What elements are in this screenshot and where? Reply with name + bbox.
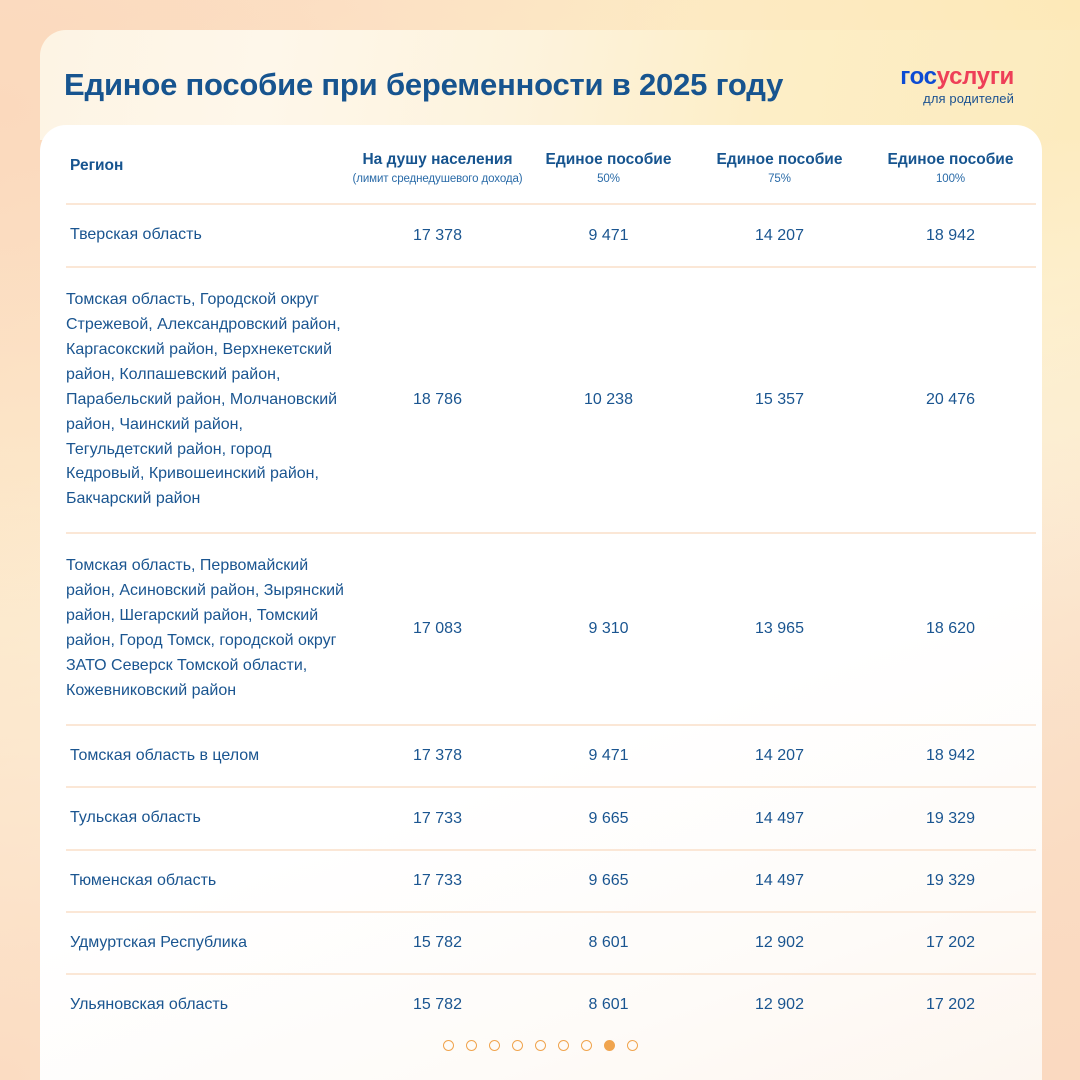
cell-region: Томская область в целом	[66, 725, 352, 787]
cell-benefit-75: 13 965	[694, 533, 865, 725]
cell-per-capita: 17 733	[352, 787, 523, 849]
pagination-dot[interactable]	[443, 1040, 454, 1051]
table-row	[66, 912, 1036, 974]
col-header-region-label: Регион	[70, 157, 124, 175]
cell-benefit-100: 17 202	[865, 974, 1036, 1035]
cell-per-capita: 18 786	[352, 267, 523, 534]
col-header-per-capita-sublabel: (лимит среднедушевого дохода)	[352, 173, 523, 186]
cell-benefit-100: 17 202	[865, 912, 1036, 974]
page-title: Единое пособие при беременности в 2025 году	[64, 67, 784, 102]
cell-region: Тверская область	[66, 204, 352, 266]
table-row	[66, 850, 1036, 912]
pagination-dot[interactable]	[466, 1040, 477, 1051]
cell-benefit-50: 9 310	[523, 533, 694, 725]
table-card	[40, 125, 1042, 1080]
cell-benefit-75: 14 497	[694, 850, 865, 912]
table-row	[66, 725, 1036, 787]
col-header-benefit-75-label: Единое пособие	[716, 151, 843, 168]
cell-benefit-75: 12 902	[694, 974, 865, 1035]
table-row	[66, 974, 1036, 1035]
cell-per-capita: 17 378	[352, 725, 523, 787]
cell-benefit-50: 9 665	[523, 850, 694, 912]
cell-region: Тюменская область	[66, 850, 352, 912]
cell-benefit-50: 8 601	[523, 974, 694, 1035]
table-row	[66, 787, 1036, 849]
cell-region: Тульская область	[66, 787, 352, 849]
pagination-dot[interactable]	[627, 1040, 638, 1051]
col-header-benefit-50-sublabel: 50%	[597, 173, 620, 186]
col-header-benefit-50	[523, 125, 694, 204]
col-header-region	[66, 125, 352, 204]
logo-subtitle: для родителей	[923, 90, 1014, 106]
cell-benefit-75: 14 207	[694, 725, 865, 787]
cell-benefit-50: 9 471	[523, 725, 694, 787]
col-header-per-capita	[352, 125, 523, 204]
header	[40, 30, 1040, 140]
logo-wordmark	[900, 62, 1014, 90]
col-header-per-capita-label: На душу населения	[362, 151, 513, 168]
cell-region: Томская область, Первомайский район, Асиновский район, Зырянский район, Шегарский район, Томский район, Город Томск, городской округ ЗАТО Северск Томской области, Кожевниковский район	[66, 533, 352, 725]
benefits-table	[66, 125, 1036, 1036]
cell-benefit-75: 12 902	[694, 912, 865, 974]
table-header	[66, 125, 1036, 204]
cell-benefit-100: 19 329	[865, 787, 1036, 849]
cell-region: Ульяновская область	[66, 974, 352, 1035]
pagination-dot[interactable]	[535, 1040, 546, 1051]
col-header-benefit-100	[865, 125, 1036, 204]
cell-benefit-50: 8 601	[523, 912, 694, 974]
cell-region: Удмуртская Республика	[66, 912, 352, 974]
pagination-dot[interactable]	[489, 1040, 500, 1051]
pagination-dot[interactable]	[581, 1040, 592, 1051]
pagination-dot[interactable]	[558, 1040, 569, 1051]
cell-benefit-50: 9 471	[523, 204, 694, 266]
logo-word-uslugi: услуги	[936, 62, 1014, 90]
cell-benefit-100: 19 329	[865, 850, 1036, 912]
pagination-dot-active[interactable]	[604, 1040, 615, 1051]
col-header-benefit-100-label: Единое пособие	[887, 151, 1014, 168]
logo-word-gos: гос	[900, 62, 937, 90]
cell-per-capita: 15 782	[352, 974, 523, 1035]
table-row	[66, 533, 1036, 725]
carousel-pagination[interactable]	[0, 1040, 1080, 1051]
table-header-row	[66, 125, 1036, 204]
cell-benefit-100: 18 620	[865, 533, 1036, 725]
cell-per-capita: 17 733	[352, 850, 523, 912]
cell-benefit-50: 9 665	[523, 787, 694, 849]
gosuslugi-logo	[900, 62, 1016, 106]
cell-benefit-75: 15 357	[694, 267, 865, 534]
cell-per-capita: 15 782	[352, 912, 523, 974]
cell-per-capita: 17 378	[352, 204, 523, 266]
cell-region: Томская область, Городской округ Стрежевой, Александровский район, Каргасокский район, Верхнекетский район, Колпашевский район, Парабельский район, Молчановский район, Чаинский район, Тегульдетский район, город Кедровый, Кривошеинский район, Бакчарский район	[66, 267, 352, 534]
col-header-benefit-50-label: Единое пособие	[545, 151, 672, 168]
pagination-dot[interactable]	[512, 1040, 523, 1051]
col-header-benefit-100-sublabel: 100%	[935, 173, 965, 186]
cell-benefit-75: 14 207	[694, 204, 865, 266]
cell-benefit-75: 14 497	[694, 787, 865, 849]
cell-benefit-50: 10 238	[523, 267, 694, 534]
cell-benefit-100: 18 942	[865, 725, 1036, 787]
cell-benefit-100: 20 476	[865, 267, 1036, 534]
table-row	[66, 204, 1036, 266]
col-header-benefit-75	[694, 125, 865, 204]
col-header-benefit-75-sublabel: 75%	[768, 173, 791, 186]
cell-benefit-100: 18 942	[865, 204, 1036, 266]
table-body	[66, 204, 1036, 1035]
cell-per-capita: 17 083	[352, 533, 523, 725]
table-row	[66, 267, 1036, 534]
